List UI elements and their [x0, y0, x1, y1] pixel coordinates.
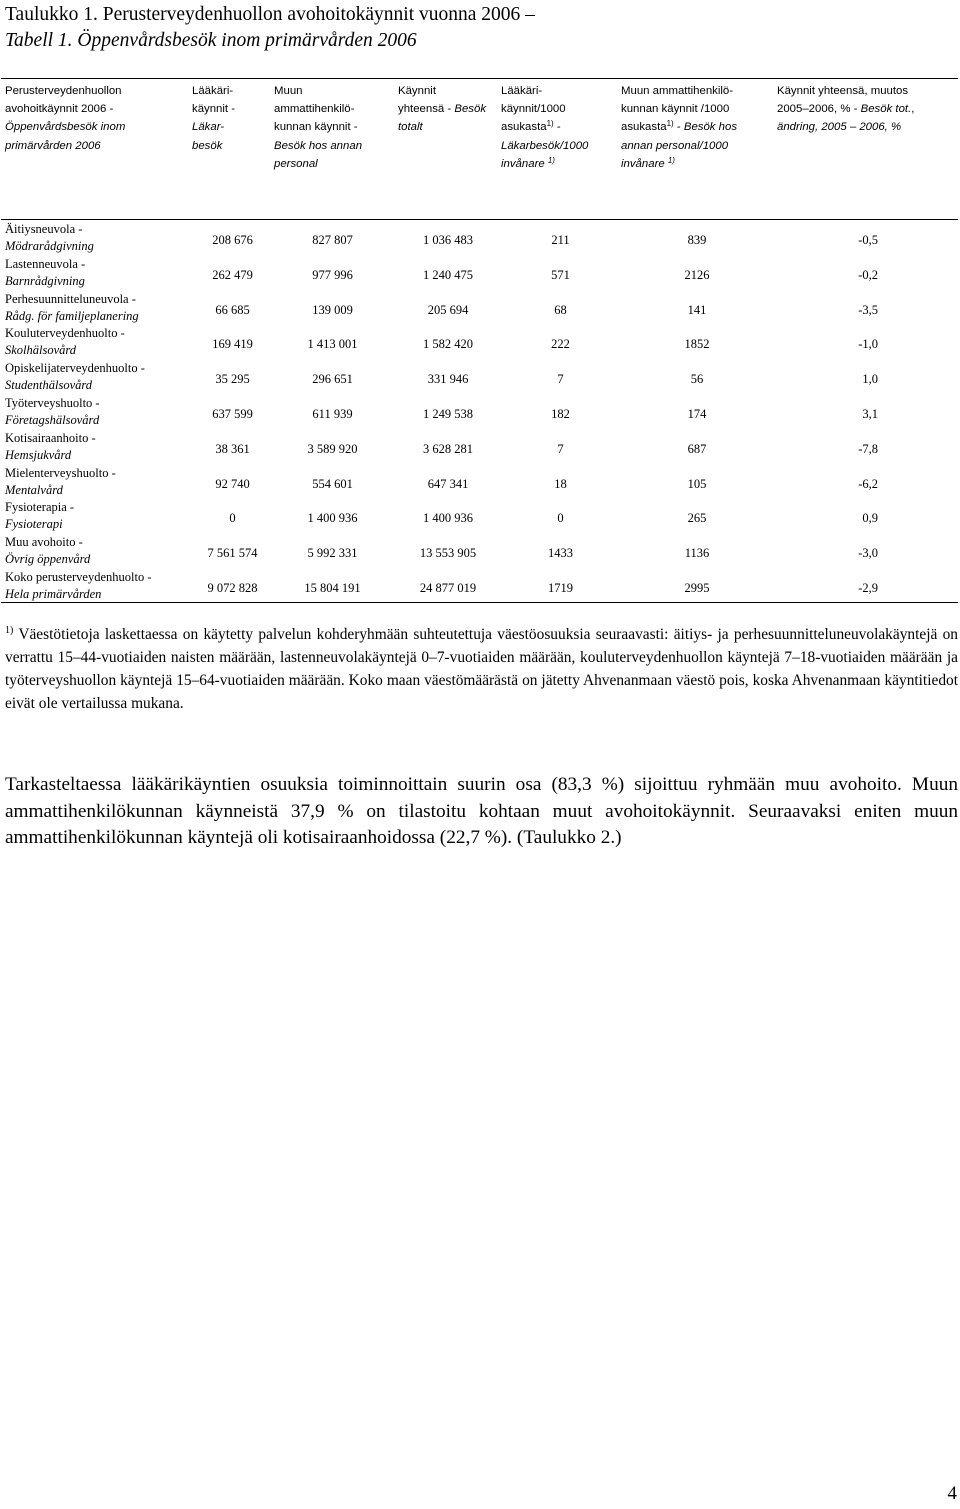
row-label-finnish: Kouluterveydenhuolto -: [5, 326, 125, 341]
row-label: [5, 430, 96, 464]
row-label-finnish: Perhesuunnitteluneuvola -: [5, 291, 136, 306]
table-cell: 1433: [548, 546, 573, 561]
row-label-finnish: Lastenneuvola -: [5, 256, 86, 271]
header-category: Perusterveydenhuollon avohoitkäynnit 2006 - Öppenvårdsbesök inom primärvården 2006: [5, 85, 126, 152]
table-row: [0, 465, 960, 500]
row-label-swedish: Hemsjukvård: [5, 447, 72, 462]
table-cell: 331 946: [427, 372, 469, 387]
row-label-finnish: Äitiysneuvola -: [5, 222, 83, 236]
table-row: [0, 221, 960, 256]
table-cell: -6,2: [858, 476, 878, 491]
table-cell: 24 877 019: [419, 581, 477, 595]
row-label: [5, 499, 74, 533]
table-title-finnish: Taulukko 1. Perusterveydenhuollon avohoitokäynnit vuonna 2006 –: [5, 4, 535, 25]
row-label: [5, 256, 85, 290]
header-change-percent: Käynnit yhteensä, muutos 2005–2006, % - Besök tot., ändring, 2005 – 2006, %: [777, 85, 915, 134]
table-cell: 0,9: [862, 511, 878, 526]
row-label-swedish: Mödrarådgivning: [5, 239, 94, 253]
table-cell: 222: [551, 337, 570, 352]
table-header-rule: [1, 219, 958, 220]
body-paragraph: Tarkasteltaessa lääkärikäyntien osuuksia toiminnoittain suurin osa (83,3 %) sijoittuu ryhmään muu avohoito. Muun ammattihenkilökunnan käynneistä 37,9 % on tilastoitu kohtaan muut avohoitokäynnit. Seuraavaksi eniten muun ammattihenkilökunnan käyntejä oli kotisairaanhoidossa (22,7 %). (Taulukko 2.): [5, 774, 958, 849]
table-cell: 141: [687, 302, 707, 317]
page-number: 4: [947, 1483, 957, 1504]
table-cell: 554 601: [312, 476, 353, 491]
table-cell: 0: [557, 511, 564, 526]
header-doctor-visits-per-1000: Lääkäri- käynnit/1000 asukasta$^{1)}$ - Läkarbesök/1000 invånare $^{1)}$: [501, 85, 589, 170]
header-other-staff-per-1000: Muun ammattihenkilö- kunnan käynnit /1000 asukasta$^{1)}$ - Besök hos annan personal/1000 invånare $^{1)}$: [621, 85, 738, 170]
table-row: [0, 499, 960, 534]
table-cell: -3,5: [858, 302, 878, 317]
table-cell: 92 740: [215, 476, 250, 491]
table-row: [0, 395, 960, 430]
row-label-swedish: Fysioterapi: [5, 517, 63, 532]
row-label-finnish: Koko perusterveydenhuolto -: [5, 570, 152, 584]
table-row: [0, 291, 960, 326]
table-cell: 3 589 920: [307, 441, 358, 456]
table-cell: 205 694: [427, 302, 469, 317]
row-label-swedish: Hela primärvården: [5, 587, 102, 601]
table-cell: -1,0: [858, 337, 878, 352]
table-cell: 7: [557, 372, 564, 387]
table-cell: 647 341: [427, 476, 469, 491]
table-cell: 1136: [684, 546, 710, 561]
table-cell: 169 419: [212, 337, 253, 352]
table-cell: 1 400 936: [307, 511, 358, 526]
table-cell: 174: [687, 407, 707, 421]
table-cell: 38 361: [215, 441, 250, 456]
table-cell: 7: [557, 441, 564, 456]
table-cell: 296 651: [312, 372, 353, 387]
row-label-finnish: Työterveyshuolto -: [5, 396, 100, 410]
table-cell: 1,0: [862, 372, 878, 387]
row-label: [5, 395, 100, 429]
table-cell: 35 295: [215, 372, 250, 387]
table-cell: 139 009: [312, 302, 353, 317]
table-cell: 0: [229, 511, 236, 526]
table-cell: 7 561 574: [207, 546, 258, 561]
table-cell: 68: [554, 302, 567, 317]
table-cell: 1 400 936: [423, 511, 473, 526]
footnote: $^{1)}$ Väestötietoja laskettaessa on käytetty palvelun kohderyhmään suhteutettuja väestöosuuksia seuraavasti: äitiys- ja perhesuunnitteluneuvolakäyntejä on verrattu 15–44-vuotiaiden naisten määrään, lastenneuvolakäyntejä 0–7-vuotiaiden määrään, kouluterveydenhuollon käyntejä 7–18-vuotiaiden määrään ja työterveyshuollon käyntejä 15–64-vuotiaiden määrään. Koko maan väestömäärästä on jätetty Ahvenanmaan väestö pois, koska Ahvenanmaan käyntitiedot eivät ole vertailussa mukana.: [5, 625, 958, 712]
row-label: [5, 569, 152, 603]
table-cell: 15 804 191: [304, 581, 361, 595]
table-cell: 66 685: [215, 302, 250, 317]
row-label-swedish: Rådg. för familjeplanering: [5, 308, 139, 323]
table-cell: 208 676: [212, 233, 253, 247]
table-cell: 827 807: [312, 233, 353, 247]
table-cell: -7,8: [858, 441, 878, 456]
row-label-finnish: Opiskelijaterveydenhuolto -: [5, 361, 145, 376]
table-cell: 611 939: [312, 407, 353, 421]
row-label: [5, 221, 94, 255]
table-cell: -2,9: [858, 581, 878, 595]
row-label-finnish: Muu avohoito -: [5, 535, 83, 550]
table-cell: -3,0: [858, 546, 878, 561]
table-cell: 211: [551, 233, 570, 247]
table-cell: 5 992 331: [307, 546, 358, 561]
row-label: [5, 360, 145, 394]
row-label-swedish: Företagshälsovård: [5, 413, 100, 427]
table-cell: -0,5: [858, 233, 878, 247]
header-total-visits: Käynnit yhteensä - Besök totalt: [398, 85, 487, 134]
row-label-finnish: Mielenterveyshuolto -: [5, 465, 116, 480]
header-other-staff-visits: Muun ammattihenkilö- kunnan käynnit - Besök hos annan personal: [274, 85, 363, 170]
table-cell: 1719: [548, 581, 573, 595]
table-cell: 977 996: [312, 267, 353, 282]
table-cell: 18: [554, 476, 567, 491]
table-cell: 3,1: [862, 407, 878, 421]
table-cell: 839: [687, 233, 707, 247]
table-cell: 1852: [684, 337, 710, 352]
table-row: [0, 430, 960, 465]
header-doctor-visits: Lääkäri- käynnit - Läkar- besök: [192, 85, 236, 152]
table-cell: 637 599: [212, 407, 253, 421]
table-cell: 182: [551, 407, 570, 421]
row-label-finnish: Kotisairaanhoito -: [5, 430, 96, 445]
table-cell: 265: [687, 511, 707, 526]
table-title-swedish: Tabell 1. Öppenvårdsbesök inom primärvården 2006: [5, 30, 417, 51]
row-label: [5, 465, 116, 499]
table-cell: 571: [551, 267, 570, 282]
table-row: [0, 534, 960, 569]
row-label: [5, 534, 90, 568]
table-row: [0, 325, 960, 360]
table-cell: 1 582 420: [423, 337, 473, 352]
row-label: [5, 325, 125, 359]
table-row: [0, 569, 960, 604]
table-cell: 13 553 905: [419, 546, 477, 561]
table-cell: 56: [690, 372, 704, 387]
table-cell: 687: [687, 441, 707, 456]
table-cell: -0,2: [858, 267, 878, 282]
table-cell: 1 413 001: [307, 337, 358, 352]
row-label-swedish: Skolhälsovård: [5, 343, 77, 358]
row-label-swedish: Mentalvård: [5, 482, 63, 497]
table-cell: 2995: [684, 581, 710, 595]
row-label-swedish: Övrig öppenvård: [5, 552, 91, 567]
table-row: [0, 256, 960, 291]
table-cell: 2126: [684, 267, 710, 282]
table-cell: 1 036 483: [423, 233, 473, 247]
row-label-swedish: Barnrådgivning: [5, 273, 85, 288]
table-top-rule: [1, 78, 958, 79]
table-cell: 105: [687, 476, 707, 491]
table-cell: 9 072 828: [207, 581, 258, 595]
table-cell: 3 628 281: [423, 441, 473, 456]
table-row: [0, 360, 960, 395]
row-label-swedish: Studenthälsovård: [5, 378, 93, 393]
row-label-finnish: Fysioterapia -: [5, 500, 75, 515]
row-label: [5, 291, 139, 325]
table-cell: 1 240 475: [423, 267, 473, 282]
table-cell: 262 479: [212, 267, 253, 282]
table-cell: 1 249 538: [423, 407, 473, 421]
